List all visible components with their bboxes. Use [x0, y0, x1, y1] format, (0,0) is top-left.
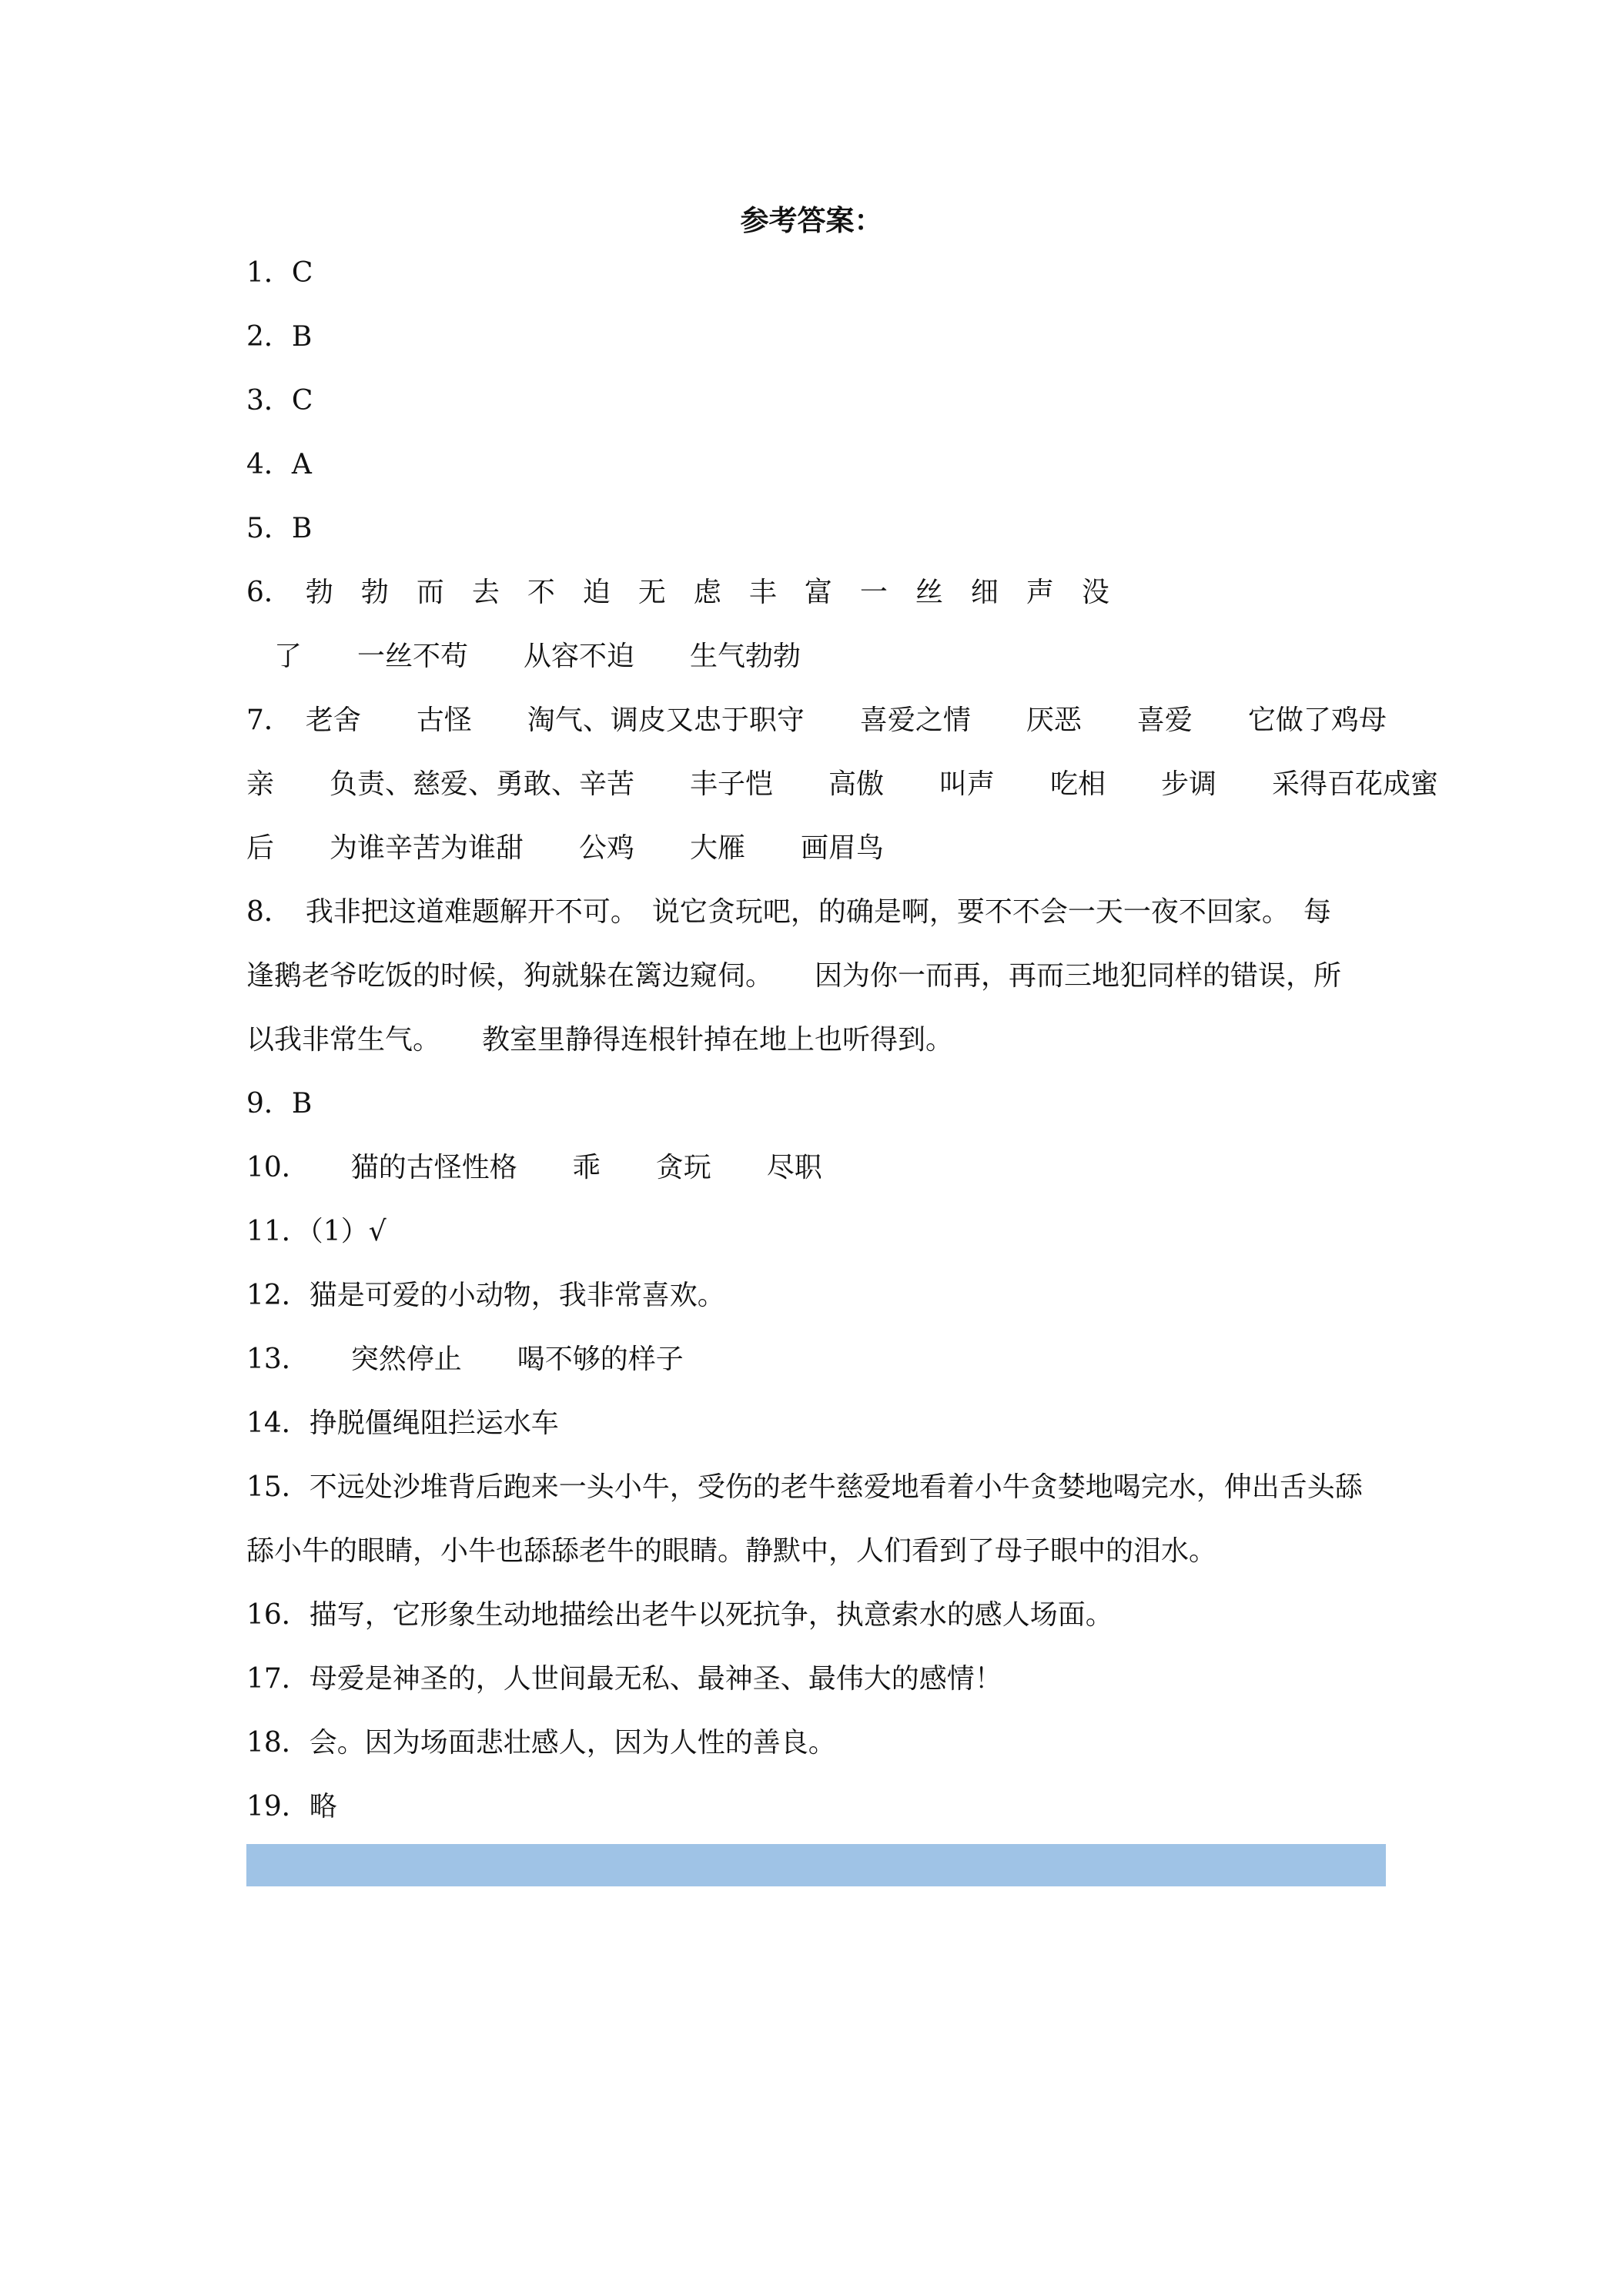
answer-line-10: 10． 猫的古怪性格 乖 贪玩 尽职: [246, 1152, 822, 1183]
answer-line-12: 12．猫是可爱的小动物，我非常喜欢。: [246, 1280, 725, 1311]
answer-line-3: 3．C: [246, 385, 313, 417]
answer-line-15-cont: 舔小牛的眼睛，小牛也舔舔老牛的眼睛。静默中，人们看到了母子眼中的泪水。: [246, 1535, 1217, 1567]
answer-line-19: 19．略: [246, 1791, 337, 1822]
answer-line-9: 9．B: [246, 1088, 313, 1120]
answer-line-5: 5．B: [246, 513, 313, 544]
answer-line-7-cont-a: 亲 负责、慈爱、勇敢、辛苦 丰子恺 高傲 叫声 吃相 步调 采得百花成蜜: [246, 768, 1439, 800]
answer-line-8-cont-b: 以我非常生气。 教室里静得连根针掉在地上也听得到。: [246, 1024, 954, 1056]
answer-line-8-cont-a: 逢鹅老爷吃饭的时候，狗就躲在篱边窥伺。 因为你一而再，再而三地犯同样的错误，所: [246, 960, 1342, 992]
footer-color-bar: [246, 1844, 1386, 1886]
answer-line-1: 1．C: [246, 257, 313, 289]
answer-line-6: 6． 勃 勃 而 去 不 迫 无 虑 丰 富 一 丝 细 声 没: [246, 577, 1109, 608]
page-title: 参考答案：: [740, 203, 883, 237]
answer-line-2: 2．B: [246, 321, 313, 353]
answer-line-7-cont-b: 后 为谁辛苦为谁甜 公鸡 大雁 画眉鸟: [246, 832, 885, 864]
answer-line-8: 8． 我非把这道难题解开不可。 说它贪玩吧，的确是啊，要不不会一天一夜不回家。 每: [246, 896, 1331, 928]
answer-line-6-cont: 了 一丝不苟 从容不迫 生气勃勃: [246, 641, 801, 672]
answer-line-16: 16．描写，它形象生动地描绘出老牛以死抗争，执意索水的感人场面。: [246, 1599, 1113, 1631]
answer-line-11: 11．（1）√: [246, 1216, 387, 1247]
answer-line-17: 17．母爱是神圣的，人世间最无私、最神圣、最伟大的感情！: [246, 1663, 1002, 1695]
answer-line-7: 7． 老舍 古怪 淘气、调皮又忠于职守 喜爱之情 厌恶 喜爱 它做了鸡母: [246, 705, 1387, 736]
answer-line-4: 4．A: [246, 449, 312, 480]
answer-line-18: 18．会。因为场面悲壮感人，因为人性的善良。: [246, 1727, 836, 1759]
answer-line-15: 15．不远处沙堆背后跑来一头小牛，受伤的老牛慈爱地看着小牛贪婪地喝完水，伸出舌头舔: [246, 1471, 1363, 1503]
answer-line-14: 14．挣脱僵绳阻拦运水车: [246, 1407, 559, 1439]
answer-line-13: 13． 突然停止 喝不够的样子: [246, 1344, 684, 1375]
